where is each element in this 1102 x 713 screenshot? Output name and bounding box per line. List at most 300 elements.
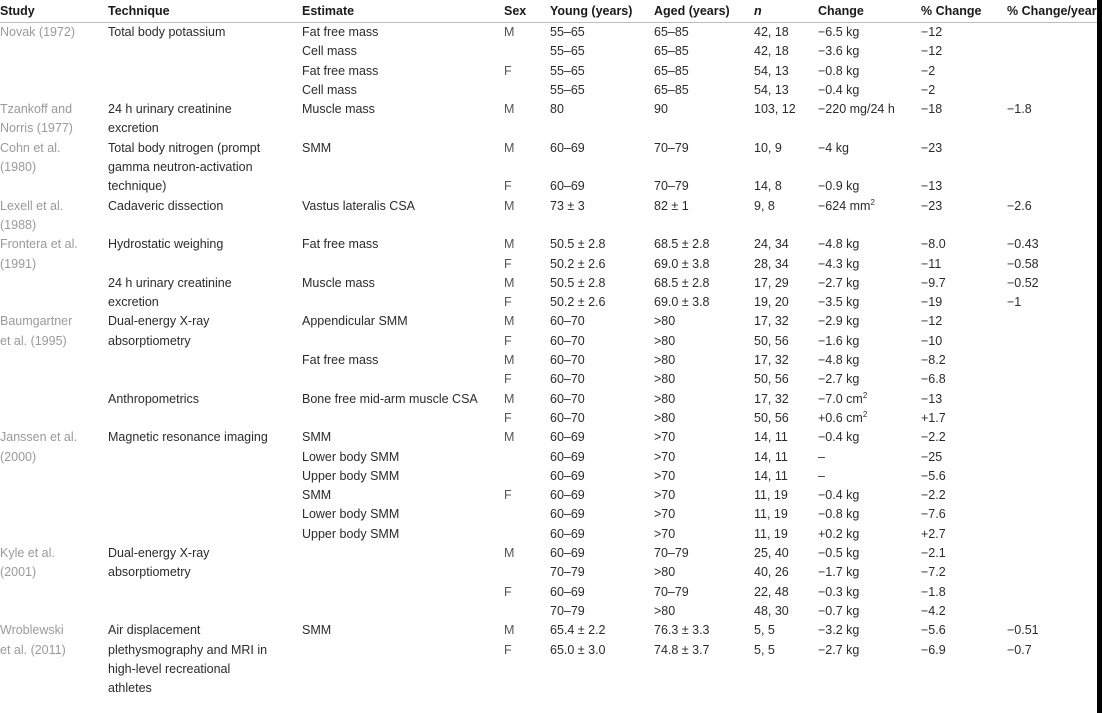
cell-pct-change <box>921 486 1007 505</box>
cell-text: −12 <box>921 44 943 59</box>
cell-study <box>0 235 108 254</box>
cell-technique <box>108 255 302 274</box>
cell-text: >80 <box>654 565 676 580</box>
cell-text: −2.6 <box>1007 198 1032 213</box>
cell-text: Dual-energy X-ray <box>108 546 210 561</box>
cell-text: Janssen et al. <box>0 430 78 445</box>
cell-text: >80 <box>654 353 676 368</box>
cell-text: −0.51 <box>1007 623 1039 638</box>
cell-text: Total body potassium <box>108 25 226 39</box>
cell-text: 11, 19 <box>754 507 788 522</box>
cell-estimate <box>302 544 504 563</box>
cell-text: M <box>504 25 515 39</box>
cell-study <box>0 448 108 467</box>
cell-aged <box>654 332 754 351</box>
cell-study <box>0 525 108 544</box>
cell-n <box>754 177 818 196</box>
cell-pct-change <box>921 390 1007 409</box>
cell-sex <box>504 177 550 196</box>
cell-estimate <box>302 467 504 486</box>
cell-technique <box>108 119 302 138</box>
cell-n <box>754 660 818 679</box>
cell-text: Total body nitrogen (prompt <box>108 140 261 155</box>
cell-change <box>818 544 921 563</box>
cell-text: 19, 20 <box>754 295 789 310</box>
cell-pct-change <box>921 428 1007 447</box>
cell-technique <box>108 467 302 486</box>
cell-change <box>818 100 921 119</box>
cell-text: Bone free mid-arm muscle CSA <box>302 391 478 406</box>
cell-text: 70–79 <box>654 546 689 561</box>
cell-text: 69.0 ± 3.8 <box>654 256 710 271</box>
cell-estimate <box>302 119 504 138</box>
cell-technique <box>108 563 302 582</box>
cell-text: 70–79 <box>654 179 689 194</box>
cell-study <box>0 679 108 698</box>
cell-text: M <box>504 275 515 290</box>
cell-text: −0.7 kg <box>818 603 860 618</box>
cell-study <box>0 293 108 312</box>
cell-aged <box>654 351 754 370</box>
cell-n <box>754 216 818 235</box>
cell-text: 70–79 <box>550 603 585 618</box>
cell-text: >70 <box>654 449 676 464</box>
cell-pct-change <box>921 274 1007 293</box>
cell-text: Fat free mass <box>302 237 379 252</box>
cell-text: 50.2 ± 2.6 <box>550 295 606 310</box>
cell-text: Cell mass <box>302 82 357 97</box>
cell-young <box>550 139 654 158</box>
table-row <box>0 216 1102 235</box>
cell-pct-change-year <box>1007 158 1102 177</box>
cell-text: 60–70 <box>550 372 585 387</box>
cell-text: −10 <box>921 333 943 348</box>
cell-n <box>754 235 818 254</box>
cell-text: Vastus lateralis CSA <box>302 198 416 213</box>
cell-pct-change <box>921 235 1007 254</box>
cell-n <box>754 332 818 351</box>
cell-text: 17, 29 <box>754 275 789 290</box>
cell-text: M <box>504 353 515 368</box>
cell-sex <box>504 679 550 698</box>
cell-text: −2.1 <box>921 546 946 561</box>
cell-text: F <box>504 642 512 657</box>
cell-text: +0.2 kg <box>818 526 860 541</box>
header-pct-change-year: % Change/year <box>1007 0 1102 23</box>
cell-text: M <box>504 237 515 252</box>
cell-change <box>818 293 921 312</box>
cell-estimate <box>302 679 504 698</box>
cell-text: −624 mm <box>818 198 871 213</box>
cell-text: 60–70 <box>550 353 585 368</box>
cell-pct-change-year <box>1007 235 1102 254</box>
cell-text: 5, 5 <box>754 642 775 657</box>
cell-n <box>754 602 818 621</box>
cell-sex <box>504 119 550 138</box>
cell-text: athletes <box>108 681 152 696</box>
table-row <box>0 525 1102 544</box>
cell-study <box>0 660 108 679</box>
cell-text: +0.6 cm <box>818 410 863 425</box>
cell-text: >80 <box>654 603 676 618</box>
cell-change <box>818 525 921 544</box>
cell-n <box>754 312 818 331</box>
cell-aged <box>654 505 754 524</box>
cell-technique <box>108 177 302 196</box>
cell-text: technique) <box>108 179 167 194</box>
cell-change <box>818 448 921 467</box>
cell-text: 65–85 <box>654 44 689 59</box>
cell-text: 60–70 <box>550 314 585 329</box>
cell-pct-change-year <box>1007 467 1102 486</box>
cell-text: −19 <box>921 295 943 310</box>
cell-aged <box>654 544 754 563</box>
cell-text: 60–69 <box>550 179 585 194</box>
cell-study <box>0 312 108 331</box>
cell-technique <box>108 621 302 640</box>
cell-aged <box>654 486 754 505</box>
cell-pct-change-year <box>1007 62 1102 81</box>
cell-text: −8.0 <box>921 237 946 252</box>
table-row <box>0 351 1102 370</box>
cell-aged <box>654 428 754 447</box>
cell-pct-change-year <box>1007 544 1102 563</box>
header-technique: Technique <box>108 0 302 23</box>
cell-text: 60–69 <box>550 468 585 483</box>
cell-text: 55–65 <box>550 82 585 97</box>
cell-pct-change-year <box>1007 100 1102 119</box>
table-row <box>0 467 1102 486</box>
cell-estimate <box>302 409 504 428</box>
cell-young <box>550 602 654 621</box>
cell-text: M <box>504 140 515 155</box>
cell-study <box>0 158 108 177</box>
cell-n <box>754 486 818 505</box>
cell-text: 70–79 <box>550 565 585 580</box>
cell-text: −9.7 <box>921 275 946 290</box>
cell-study <box>0 139 108 158</box>
cell-sex <box>504 62 550 81</box>
cell-aged <box>654 409 754 428</box>
cell-text: −3.5 kg <box>818 295 860 310</box>
cell-text: −2.9 kg <box>818 314 860 329</box>
cell-text: Novak (1972) <box>0 25 76 39</box>
cell-technique <box>108 235 302 254</box>
cell-text: excretion <box>108 121 159 136</box>
cell-study <box>0 428 108 447</box>
cell-text: 68.5 ± 2.8 <box>654 237 710 252</box>
cell-aged <box>654 139 754 158</box>
cell-text: – <box>818 449 825 464</box>
cell-technique <box>108 448 302 467</box>
cell-n <box>754 544 818 563</box>
cell-technique <box>108 81 302 100</box>
cell-n <box>754 428 818 447</box>
cell-change <box>818 351 921 370</box>
cell-text: 60–69 <box>550 449 585 464</box>
header-estimate: Estimate <box>302 0 504 23</box>
cell-text: 69.0 ± 3.8 <box>654 295 710 310</box>
cell-pct-change-year <box>1007 42 1102 61</box>
cell-study <box>0 621 108 640</box>
cell-young <box>550 255 654 274</box>
cell-text: 42, 18 <box>754 25 789 39</box>
cell-text: −23 <box>921 198 943 213</box>
cell-text: 80 <box>550 102 564 117</box>
cell-text: 60–69 <box>550 507 585 522</box>
table-row <box>0 197 1102 216</box>
cell-text: −0.3 kg <box>818 584 860 599</box>
cell-pct-change <box>921 370 1007 389</box>
cell-technique <box>108 544 302 563</box>
cell-estimate <box>302 486 504 505</box>
cell-estimate <box>302 42 504 61</box>
table-row <box>0 23 1102 43</box>
cell-young <box>550 216 654 235</box>
cell-technique <box>108 390 302 409</box>
cell-technique <box>108 409 302 428</box>
cell-text: (1991) <box>0 256 37 271</box>
cell-text: 60–69 <box>550 430 585 445</box>
cell-pct-change <box>921 293 1007 312</box>
cell-estimate <box>302 81 504 100</box>
cell-technique <box>108 139 302 158</box>
cell-study <box>0 62 108 81</box>
cell-change <box>818 660 921 679</box>
cell-change <box>818 641 921 660</box>
cell-pct-change-year <box>1007 139 1102 158</box>
cell-pct-change <box>921 119 1007 138</box>
cell-text: −2 <box>921 63 936 78</box>
cell-pct-change-year <box>1007 448 1102 467</box>
cell-aged <box>654 216 754 235</box>
cell-young <box>550 660 654 679</box>
cell-change <box>818 62 921 81</box>
cell-text: M <box>504 546 515 561</box>
cell-sex <box>504 660 550 679</box>
cell-text: 65–85 <box>654 25 689 39</box>
cell-text: −0.9 kg <box>818 179 860 194</box>
cell-text: −7.6 <box>921 507 946 522</box>
cell-text: Hydrostatic weighing <box>108 237 224 252</box>
cell-text: Cell mass <box>302 44 357 59</box>
cell-text: −5.6 <box>921 468 946 483</box>
cell-sex <box>504 486 550 505</box>
cell-text: 90 <box>654 102 668 117</box>
cell-text: −12 <box>921 25 943 39</box>
cell-technique <box>108 602 302 621</box>
cell-n <box>754 197 818 216</box>
cell-text: Dual-energy X-ray <box>108 314 210 329</box>
cell-text: 55–65 <box>550 44 585 59</box>
cell-aged <box>654 583 754 602</box>
cell-change <box>818 679 921 698</box>
cell-young <box>550 100 654 119</box>
table-row <box>0 390 1102 409</box>
cell-young <box>550 197 654 216</box>
cell-young <box>550 505 654 524</box>
cell-text: 70–79 <box>654 584 689 599</box>
cell-text: 24, 34 <box>754 237 789 252</box>
cell-n <box>754 467 818 486</box>
cell-text: −0.52 <box>1007 275 1039 290</box>
cell-study <box>0 641 108 660</box>
cell-text: Frontera et al. <box>0 237 78 252</box>
cell-aged <box>654 197 754 216</box>
cell-young <box>550 274 654 293</box>
cell-text: SMM <box>302 140 332 155</box>
cell-young <box>550 332 654 351</box>
cell-young <box>550 563 654 582</box>
cell-pct-change <box>921 505 1007 524</box>
cell-text: >70 <box>654 468 676 483</box>
cell-n <box>754 563 818 582</box>
cell-young <box>550 583 654 602</box>
cell-sex <box>504 428 550 447</box>
cell-text: 54, 13 <box>754 82 789 97</box>
cell-text: 5, 5 <box>754 623 775 638</box>
cell-pct-change-year <box>1007 81 1102 100</box>
cell-text: 65.0 ± 3.0 <box>550 642 606 657</box>
cell-text: −4.8 kg <box>818 237 860 252</box>
cell-text: Tzankoff and <box>0 102 73 117</box>
unit-superscript: 2 <box>870 197 875 207</box>
cell-text: SMM <box>302 623 332 638</box>
cell-text: 55–65 <box>550 25 585 39</box>
cell-text: −1.8 <box>921 584 946 599</box>
cell-study <box>0 544 108 563</box>
cell-sex <box>504 448 550 467</box>
cell-sex <box>504 332 550 351</box>
cell-young <box>550 621 654 640</box>
cell-text: −18 <box>921 102 943 117</box>
cell-sex <box>504 197 550 216</box>
cell-text: −0.4 kg <box>818 82 860 97</box>
cell-text: 22, 48 <box>754 584 789 599</box>
cell-pct-change-year <box>1007 505 1102 524</box>
cell-young <box>550 81 654 100</box>
cell-text: 14, 11 <box>754 449 788 464</box>
unit-superscript: 2 <box>862 390 868 400</box>
cell-n <box>754 119 818 138</box>
cell-pct-change-year <box>1007 602 1102 621</box>
cell-aged <box>654 23 754 43</box>
cell-text: >80 <box>654 391 676 406</box>
cell-text: (1988) <box>0 217 37 232</box>
cell-text: 9, 8 <box>754 198 775 213</box>
cell-text: 50, 56 <box>754 372 789 387</box>
table-header-row <box>0 0 1102 23</box>
cell-change <box>818 467 921 486</box>
cell-young <box>550 448 654 467</box>
cell-pct-change-year <box>1007 197 1102 216</box>
cell-text: −11 <box>921 256 942 271</box>
cell-n <box>754 100 818 119</box>
cell-text: (2000) <box>0 449 37 464</box>
cell-text: Upper body SMM <box>302 526 400 541</box>
cell-text: SMM <box>302 488 332 503</box>
cell-pct-change <box>921 525 1007 544</box>
header-study: Study <box>0 0 108 23</box>
table-row <box>0 332 1102 351</box>
cell-text: Baumgartner <box>0 314 73 329</box>
cell-pct-change <box>921 641 1007 660</box>
cell-aged <box>654 81 754 100</box>
cell-sex <box>504 274 550 293</box>
cell-technique <box>108 525 302 544</box>
cell-text: +2.7 <box>921 526 946 541</box>
cell-estimate <box>302 351 504 370</box>
cell-sex <box>504 235 550 254</box>
cell-pct-change-year <box>1007 525 1102 544</box>
cell-pct-change <box>921 100 1007 119</box>
cell-text: Muscle mass <box>302 102 375 117</box>
cell-pct-change-year <box>1007 23 1102 43</box>
cell-change <box>818 139 921 158</box>
cell-aged <box>654 621 754 640</box>
cell-text: −2 <box>921 82 936 97</box>
cell-aged <box>654 602 754 621</box>
cell-text: F <box>504 584 512 599</box>
cell-aged <box>654 467 754 486</box>
cell-text: 28, 34 <box>754 256 789 271</box>
cell-pct-change <box>921 62 1007 81</box>
cell-change <box>818 390 921 409</box>
cell-aged <box>654 370 754 389</box>
cell-pct-change-year <box>1007 679 1102 698</box>
table-row <box>0 428 1102 447</box>
table-row <box>0 370 1102 389</box>
cell-pct-change <box>921 197 1007 216</box>
cell-text: −4 kg <box>818 140 849 155</box>
cell-young <box>550 409 654 428</box>
cell-study <box>0 486 108 505</box>
cell-text: 14, 8 <box>754 179 782 194</box>
cell-text: F <box>504 179 512 194</box>
table-row <box>0 274 1102 293</box>
cell-young <box>550 641 654 660</box>
cell-n <box>754 525 818 544</box>
cell-aged <box>654 293 754 312</box>
cell-estimate <box>302 158 504 177</box>
cell-text: −23 <box>921 140 943 155</box>
cell-text: plethysmography and MRI in <box>108 642 268 657</box>
cell-technique <box>108 312 302 331</box>
cell-text: Kyle et al. <box>0 546 55 561</box>
cell-text: et al. (2011) <box>0 642 66 657</box>
cell-estimate <box>302 660 504 679</box>
cell-text: Lexell et al. <box>0 198 64 213</box>
cell-technique <box>108 428 302 447</box>
cell-pct-change-year <box>1007 119 1102 138</box>
cell-sex <box>504 467 550 486</box>
cell-text: −2.2 <box>921 430 946 445</box>
table-row <box>0 81 1102 100</box>
cell-text: 50.5 ± 2.8 <box>550 237 606 252</box>
cell-text: −13 <box>921 179 943 194</box>
cell-text: 40, 26 <box>754 565 789 580</box>
cell-text: 82 ± 1 <box>654 198 689 213</box>
cell-pct-change <box>921 81 1007 100</box>
cell-estimate <box>302 332 504 351</box>
cell-aged <box>654 563 754 582</box>
cell-pct-change <box>921 216 1007 235</box>
cell-technique <box>108 274 302 293</box>
table-row <box>0 448 1102 467</box>
cell-text: −0.7 <box>1007 642 1032 657</box>
cell-estimate <box>302 428 504 447</box>
cell-text: F <box>504 256 512 271</box>
